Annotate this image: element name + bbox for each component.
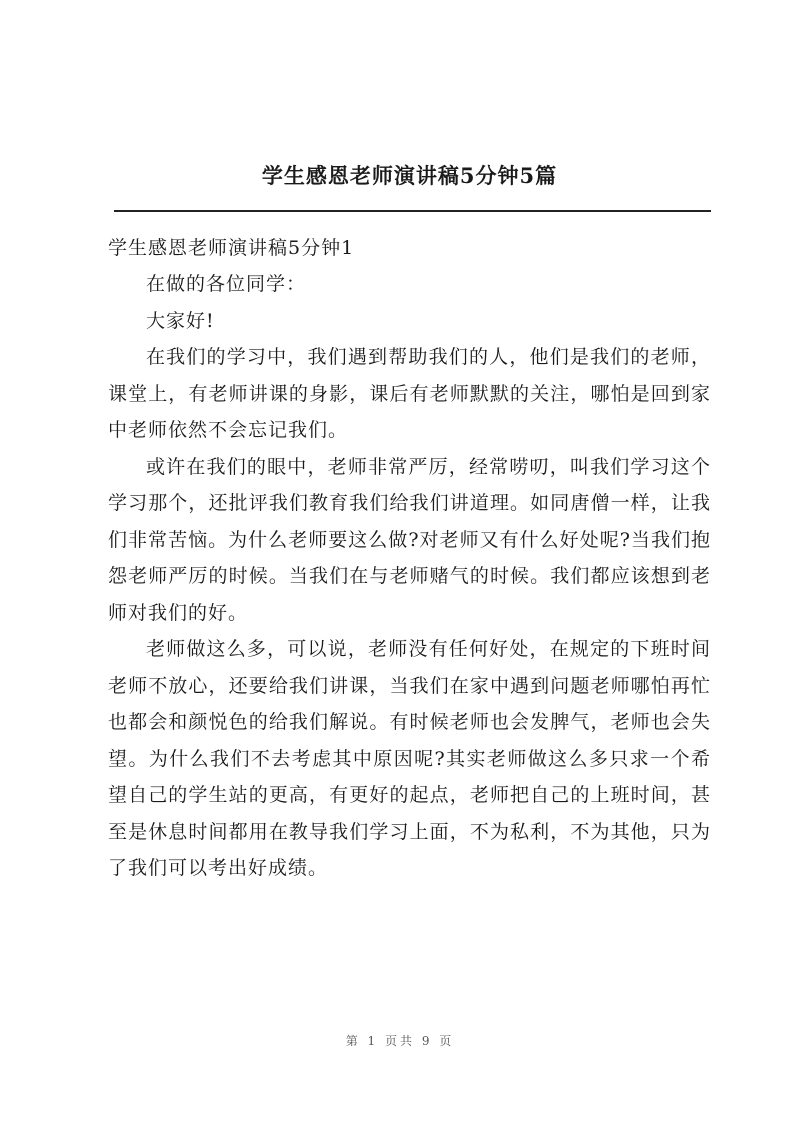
title-divider — [114, 210, 711, 212]
body-paragraph: 老师做这么多，可以说，老师没有任何好处，在规定的下班时间老师不放心，还要给我们讲课，当我们在家中遇到问题老师哪怕再忙也都会和颜悦色的给我们解说。有时候老师也会发脾气，老师也会失望。为什么我们不去考虑其中原因呢?其实老师做这么多只求一个希望自己的学生站的更高，有更好的起点，老师把自己的上班时间，甚至是休息时间都用在教导我们学习上面，不为私利，不为其他，只为了我们可以考出好成绩。 — [108, 638, 711, 879]
document-body — [108, 230, 711, 887]
section-heading: 学生感恩老师演讲稿5分钟1 — [108, 237, 355, 259]
greeting-paragraph: 大家好! — [146, 309, 215, 332]
page-number-footer: 第 1 页共 9 页 — [345, 1034, 455, 1048]
document-title: 学生感恩老师演讲稿5分钟5篇 — [261, 163, 558, 188]
body-paragraph: 在我们的学习中，我们遇到帮助我们的人，他们是我们的老师，课堂上，有老师讲课的身影，课后有老师默默的关注，哪怕是回到家中老师依然不会忘记我们。 — [108, 346, 711, 441]
salutation-paragraph: 在做的各位同学： — [146, 273, 307, 295]
body-paragraph: 或许在我们的眼中，老师非常严厉，经常唠叨，叫我们学习这个学习那个，还批评我们教育我们给我们讲道理。如同唐僧一样，让我们非常苦恼。为什么老师要这么做?对老师又有什么好处呢?当我们抱怨老师严厉的时候。当我们在与老师赌气的时候。我们都应该想到老师对我们的好。 — [108, 455, 711, 624]
